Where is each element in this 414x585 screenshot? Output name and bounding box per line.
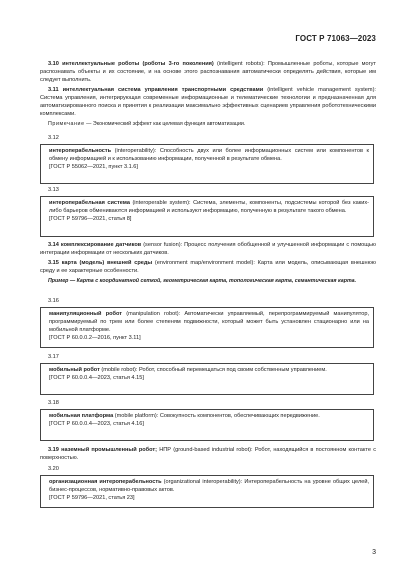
term-english: (mobile platform): [113, 413, 160, 419]
term-english: (sensor fusion): [141, 242, 185, 248]
term-number: 3.16 [48, 298, 59, 304]
term-title: 3.10 интеллектуальные роботы (роботы 3-го поколения) [48, 61, 214, 67]
term-title: организационная интероперабельность [49, 479, 162, 485]
term-definition: Совокупность компонентов, обеспечивающих передвижение. [159, 413, 320, 419]
term-definition: Способность двух или более информационных систем или компонентов к обмену информацией и к использованию информации, полученной в результате обмена. [49, 148, 369, 162]
term-title: 3.14 комплексирование датчиков [48, 242, 142, 248]
term-english: (manipulation robot): [122, 311, 185, 317]
term-definition: Система, элементы, компоненты, подсистемы которой без каких-либо барьеров обмениваются информацией и используют информацию, полученную в результате такого обмена. [49, 200, 370, 214]
term-definition: Робот, находящийся в постоянном контакте с поверхностью. [40, 447, 376, 461]
term-box-3-20 [40, 475, 374, 508]
example [40, 277, 376, 285]
term-definition: Карта или модель, описывающая внешнюю среду и ее характерные особенности. [40, 260, 377, 274]
term-definition: Процесс получения обобщенной и улучшенной информации с помощью интеграции информации от нескольких датчиков. [40, 242, 376, 256]
term-english: (intelligent robots): [213, 61, 268, 67]
term-title: интероперабельность [49, 148, 112, 154]
note-text: — Экономический эффект как целевая функция автоматизации. [84, 121, 246, 127]
term-3-11 [40, 86, 376, 118]
source-reference: [ГОСТ Р 59796—2021, статья 23] [49, 495, 135, 501]
term-box-3-13 [40, 196, 374, 237]
term-title: манипуляционный робот [49, 311, 123, 317]
term-3-10 [40, 60, 376, 84]
term-english: (interoperable system): [129, 200, 194, 206]
term-body [49, 199, 369, 215]
term-body [49, 478, 369, 494]
term-body [49, 147, 369, 163]
term-number: 3.12 [48, 135, 59, 141]
term-number: 3.13 [48, 187, 59, 193]
term-english: (interoperability): [111, 148, 160, 154]
term-definition: Автоматически управляемый, перепрограммируемый манипулятор, программируемый по трем или более степеням подвижности, который может быть установлен стационарно или на мобильной платформе. [49, 311, 369, 333]
term-definition: Интероперабельность на уровне общих целей, бизнес-процессов, нормативно-правовых актов. [49, 479, 370, 493]
example-label: Пример [48, 278, 69, 284]
source-reference: [ГОСТ Р 55062—2021, пункт 3.1.6] [49, 164, 138, 170]
term-english: (mobile robot): [99, 367, 139, 373]
term-definition: Система управления, интегрирующая современные информационные и телематические технологии и предназначенная для автоматизированного поиска и принятия к реализации максимально эффективных сценариев управления робототехническими комплексами. [40, 95, 376, 117]
note [40, 120, 376, 128]
term-english: (environment map/environment model): [152, 260, 258, 266]
term-3-15 [40, 259, 376, 275]
term-3-14 [40, 241, 376, 257]
term-box-3-16 [40, 307, 374, 348]
term-number: 3.17 [48, 354, 59, 360]
note-label: Примечание [48, 121, 85, 127]
term-english: НПР (ground-based industrial robot): [157, 447, 255, 453]
term-title: мобильная платформа [49, 413, 114, 419]
source-reference: [ГОСТ Р 60.0.0.4—2023, статья 4.15] [49, 375, 144, 381]
term-english: (intelligent vehicle management system): [263, 87, 376, 93]
term-english: (organizational interoperability): [161, 479, 245, 485]
term-body [49, 310, 369, 334]
term-title: мобильный робот [49, 367, 100, 373]
term-box-3-17 [40, 363, 374, 395]
term-title: 3.15 карта (модель) внешней среды [48, 260, 153, 266]
standard-designation: ГОСТ Р 71063—2023 [295, 34, 376, 43]
term-title: 3.11 интеллектуальная система управления транспортными средствами [48, 87, 264, 93]
term-number: 3.18 [48, 400, 59, 406]
source-reference: [ГОСТ Р 59796—2021, статья 8] [49, 216, 132, 222]
term-box-3-12 [40, 144, 374, 184]
source-reference: [ГОСТ Р 60.0.0.2—2016, пункт 3.11] [49, 335, 141, 341]
term-body [49, 412, 369, 420]
term-3-19 [40, 446, 376, 462]
term-title: 3.19 наземный промышленный робот; [48, 447, 158, 453]
term-definition: Робот, способный перемещаться под своим собственным управлением. [139, 367, 327, 373]
term-number: 3.20 [48, 466, 59, 472]
page-number: 3 [372, 549, 376, 556]
example-text: — Карта с координатной сеткой, геометрическая карта, топологическая карта, семантическая карта. [68, 278, 357, 284]
source-reference: [ГОСТ Р 60.0.0.4—2023, статья 4.16] [49, 421, 144, 427]
term-box-3-18 [40, 409, 374, 441]
term-definition: Промышленные роботы, которые могут распознавать объекты и их состояние, и на основе этого распознавания автоматически определять действия, которые им следует выполнить. [40, 61, 376, 83]
term-title: интероперабельная система [49, 200, 130, 206]
term-body [49, 366, 369, 374]
